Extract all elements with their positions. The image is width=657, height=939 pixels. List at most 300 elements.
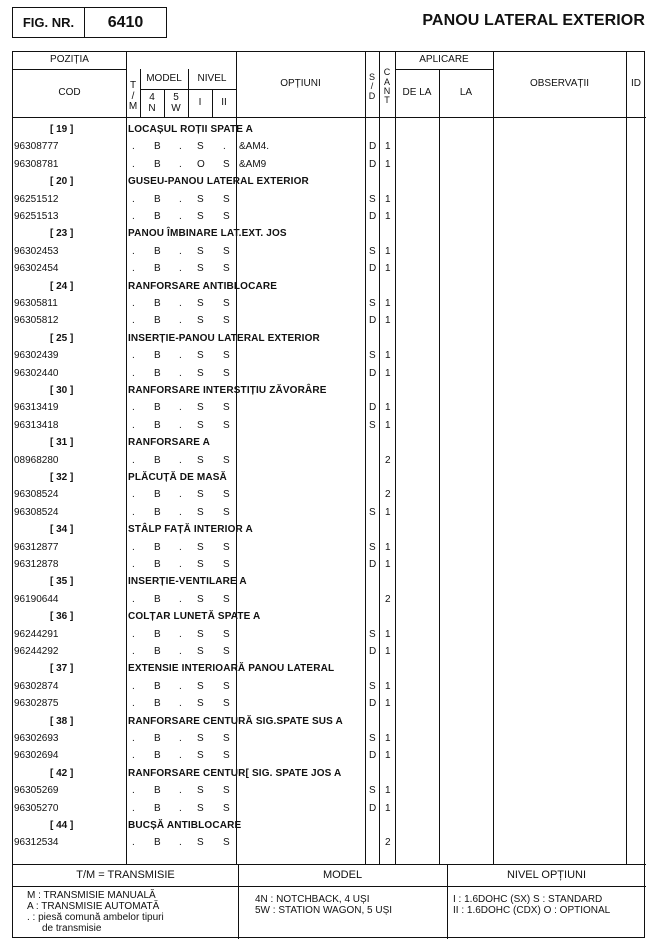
part-group-title: GUSEU-PANOU LATERAL EXTERIOR [128,176,309,188]
part-group-title: RANFORSARE ANTIBLOCARE [128,280,278,292]
quantity: 1 [385,541,391,553]
part-code: 96190644 [14,593,59,605]
table-row [13,156,646,173]
quantity: 1 [385,263,391,275]
model-4n-mark: B [154,141,161,153]
part-code: 96305811 [14,298,58,309]
table-row [13,260,646,277]
model-4n-mark: B [154,628,161,640]
col-aplicare: APLICARE [419,54,469,66]
model-4n-mark: B [154,506,161,518]
quantity: 2 [385,489,391,501]
group-header-row [13,521,646,538]
col-model-5w: 5 W [171,92,181,114]
nivel-i-mark: S [197,733,204,744]
position-number: [ 31 ] [50,437,74,449]
table-row [13,399,646,416]
table-row [13,678,646,695]
nivel-i-mark: S [197,367,204,379]
table-row [13,486,646,503]
table-row [13,191,646,208]
part-code: 96305269 [14,785,59,797]
option-code: &AM4. [239,141,270,153]
figure-number: 6410 [107,13,144,31]
nivel-ii-mark: S [223,298,230,309]
table-row [13,417,646,434]
table-row [13,782,646,799]
nivel-ii-mark: S [223,419,230,431]
table-row [13,539,646,556]
quantity: 1 [385,211,391,222]
part-code: 96302440 [14,367,59,379]
part-group-title: EXTENSIE INTERIOARĂ PANOU LATERAL [128,663,335,675]
transmission-mark: . [132,698,135,710]
side-mark: S [369,245,376,257]
nivel-i-mark: S [197,350,204,362]
model-4n-mark: B [154,402,161,414]
nivel-i-mark: S [197,141,204,153]
col-tm: T / M [128,80,138,113]
transmission-mark: . [132,158,135,170]
model-4n-mark: B [154,680,161,692]
transmission-mark: . [132,367,135,379]
nivel-ii-mark: S [223,211,230,222]
side-mark: D [369,263,377,275]
col-nivel-i: I [198,97,202,109]
transmission-mark: . [132,211,135,222]
parts-table [12,51,645,938]
nivel-i-mark: S [197,750,204,762]
nivel-i-mark: S [197,628,204,640]
model-5w-mark: . [179,245,182,257]
nivel-ii-mark: S [223,698,230,710]
quantity: 1 [385,628,391,640]
side-mark: D [369,698,377,710]
nivel-ii-mark: S [223,158,230,170]
side-mark: S [369,541,376,553]
transmission-mark: . [132,454,135,466]
transmission-mark: . [132,559,135,570]
model-5w-mark: . [179,733,182,744]
transmission-mark: . [132,785,135,797]
transmission-mark: . [132,350,135,362]
nivel-i-mark: S [197,315,204,327]
model-5w-mark: . [179,350,182,362]
model-5w-mark: . [179,158,182,170]
model-5w-mark: . [179,367,182,379]
col-cant: C A N T [383,67,391,106]
model-4n-mark: B [154,298,161,309]
nivel-ii-mark: S [223,646,230,657]
side-mark: D [369,158,377,170]
part-group-title: PANOU ÎMBINARE LAT.EXT. JOS [128,228,287,240]
quantity: 1 [385,141,391,153]
group-header-row [13,225,646,242]
col-line [140,69,141,117]
transmission-mark: . [132,541,135,553]
aplicare-divider [395,69,493,70]
position-number: [ 23 ] [50,228,74,240]
table-row [13,295,646,312]
transmission-mark: . [132,298,135,309]
part-code: 96244292 [14,646,59,657]
model-5w-mark: . [179,315,182,327]
table-row [13,243,646,260]
col-nivel: NIVEL [197,72,227,84]
part-group-title: COLȚAR LUNETĂ SPATE A [128,611,261,623]
part-code: 96312877 [14,541,59,553]
legend-tm-line: M : TRANSMISIE MANUALĂ [27,890,156,901]
quantity: 1 [385,506,391,518]
table-row [13,626,646,643]
footer-title-divider [13,886,646,887]
quantity: 1 [385,367,391,379]
group-header-row [13,382,646,399]
part-code: 96302439 [14,350,59,362]
col-line [212,89,213,117]
nivel-ii-mark: S [223,263,230,275]
model-5w-mark: . [179,454,182,466]
col-cod: COD [58,86,81,98]
quantity: 1 [385,698,391,710]
model-4n-mark: B [154,593,161,605]
group-header-row [13,469,646,486]
nivel-i-mark: S [197,802,204,814]
quantity: 1 [385,680,391,692]
transmission-mark: . [132,593,135,605]
nivel-i-mark: S [197,263,204,275]
part-code: 96302693 [14,733,59,744]
quantity: 1 [385,298,391,309]
part-code: 96244291 [14,628,59,640]
col-de-la: DE LA [402,86,432,98]
part-code: 96302875 [14,698,59,710]
model-5w-mark: . [179,419,182,431]
position-number: [ 20 ] [50,176,74,188]
position-number: [ 25 ] [50,332,74,344]
nivel-i-mark: S [197,298,204,309]
position-number: [ 37 ] [50,663,74,675]
nivel-ii-mark: S [223,802,230,814]
model-5w-mark: . [179,541,182,553]
position-number: [ 44 ] [50,820,74,831]
model-4n-mark: B [154,419,161,431]
group-header-row [13,121,646,138]
transmission-mark: . [132,646,135,657]
position-number: [ 35 ] [50,576,74,588]
nivel-ii-mark: S [223,559,230,570]
nivel-i-mark: S [197,541,204,553]
quantity: 2 [385,593,391,605]
part-code: 96312878 [14,559,59,570]
nivel-ii-mark: S [223,315,230,327]
nivel-i-mark: S [197,454,204,466]
legend-model-line: 5W : STATION WAGON, 5 UȘI [255,905,393,916]
side-mark: D [369,211,377,222]
quantity: 1 [385,750,391,762]
table-row [13,452,646,469]
side-mark: S [369,298,376,309]
quantity: 1 [385,158,391,170]
transmission-mark: . [132,245,135,257]
model-5w-mark: . [179,211,182,222]
transmission-mark: . [132,837,135,849]
nivel-i-mark: O [197,158,205,170]
side-mark: S [369,350,376,362]
nivel-i-mark: S [197,559,204,570]
position-number: [ 36 ] [50,611,74,623]
pozitia-divider [13,69,126,70]
group-header-row [13,330,646,347]
group-header-row [13,765,646,782]
table-row [13,365,646,382]
side-mark: S [369,680,376,692]
side-mark: D [369,367,377,379]
quantity: 1 [385,646,391,657]
model-4n-mark: B [154,733,161,744]
nivel-i-mark: S [197,646,204,657]
part-code: 96305812 [14,315,59,327]
nivel-i-mark: S [197,419,204,431]
group-header-row [13,713,646,730]
side-mark: S [369,733,376,744]
quantity: 1 [385,785,391,797]
legend-nivel-line: II : 1.6DOHC (CDX) O : OPTIONAL [453,905,611,916]
transmission-mark: . [132,419,135,431]
part-code: 96302694 [14,750,59,762]
table-row [13,138,646,155]
nivel-ii-mark: S [223,837,230,849]
model-4n-mark: B [154,837,161,849]
transmission-mark: . [132,628,135,640]
table-row [13,504,646,521]
nivel-i-mark: S [197,593,204,605]
model-5w-mark: . [179,593,182,605]
side-mark: S [369,506,376,518]
transmission-mark: . [132,402,135,414]
model-5w-mark: . [179,837,182,849]
quantity: 2 [385,454,391,466]
model-4n-mark: B [154,367,161,379]
quantity: 1 [385,733,391,744]
model-4n-mark: B [154,698,161,710]
legend-model-title: MODEL [322,869,363,881]
nivel-ii-mark: S [223,593,230,605]
part-code: 96251513 [14,211,59,222]
nivel-ii-mark: S [223,367,230,379]
nivel-ii-mark: S [223,785,230,797]
legend-tm-title: T/M = TRANSMISIE [76,869,175,881]
model-5w-mark: . [179,298,182,309]
model-4n-mark: B [154,541,161,553]
model-5w-mark: . [179,559,182,570]
nivel-i-mark: S [197,837,204,849]
model-4n-mark: B [154,750,161,762]
part-group-title: RANFORSARE A [128,437,210,449]
model-5w-mark: . [179,141,182,153]
nivel-ii-mark: S [223,489,230,501]
quantity: 1 [385,245,391,257]
part-code: 96302874 [14,680,59,692]
model-4n-mark: B [154,263,161,275]
transmission-mark: . [132,680,135,692]
col-la: LA [459,86,473,98]
part-code: 96308524 [14,489,59,501]
model-5w-mark: . [179,680,182,692]
legend-model-line: 4N : NOTCHBACK, 4 UȘI [255,894,370,905]
model-4n-mark: B [154,646,161,657]
position-number: [ 30 ] [50,385,74,396]
col-sd: S / D [368,71,376,101]
nivel-i-mark: S [197,680,204,692]
col-optiuni: OPȚIUNI [280,78,321,90]
nivel-ii-mark: S [223,680,230,692]
model-5w-mark: . [179,506,182,518]
col-model: MODEL [146,72,182,84]
transmission-mark: . [132,733,135,744]
col-line [188,69,189,117]
model-4n-mark: B [154,802,161,814]
part-group-title: INSERȚIE-PANOU LATERAL EXTERIOR [128,332,320,344]
side-mark: S [369,628,376,640]
group-header-row [13,573,646,590]
quantity: 1 [385,315,391,327]
transmission-mark: . [132,141,135,153]
nivel-ii-mark: . [223,141,226,153]
model-5w-mark: . [179,802,182,814]
figure-number-box [12,7,167,38]
side-mark: D [369,802,377,814]
side-mark: D [369,750,377,762]
part-code: 96312534 [14,837,59,849]
group-header-row [13,817,646,834]
table-row [13,556,646,573]
figure-label: FIG. NR. [13,8,85,37]
group-header-row [13,173,646,190]
transmission-mark: . [132,263,135,275]
part-code: 96308524 [14,506,59,518]
part-group-title: PLĂCUȚĂ DE MASĂ [128,472,227,483]
group-header-row [13,660,646,677]
model-5w-mark: . [179,646,182,657]
table-row [13,312,646,329]
model-4n-mark: B [154,315,161,327]
table-row [13,643,646,660]
part-group-title: INSERȚIE-VENTILARE A [128,576,247,588]
col-observatii: OBSERVAȚII [529,78,590,90]
nivel-i-mark: S [197,211,204,222]
quantity: 2 [385,837,391,849]
model-4n-mark: B [154,193,161,205]
model-4n-mark: B [154,211,161,222]
part-code: 96305270 [14,802,59,814]
quantity: 1 [385,402,391,414]
side-mark: D [369,646,377,657]
nivel-ii-mark: S [223,541,230,553]
quantity: 1 [385,350,391,362]
table-row [13,800,646,817]
table-row [13,747,646,764]
nivel-ii-mark: S [223,506,230,518]
col-pozitia: POZIȚIA [50,54,89,66]
group-header-row [13,278,646,295]
table-row [13,347,646,364]
model-4n-mark: B [154,350,161,362]
position-number: [ 42 ] [50,767,74,779]
position-number: [ 38 ] [50,715,74,727]
nivel-ii-mark: S [223,454,230,466]
side-mark: D [369,315,377,327]
quantity: 1 [385,559,391,570]
nivel-i-mark: S [197,698,204,710]
part-code: 08968280 [14,454,59,466]
part-group-title: RANFORSARE CENTURĂ SIG.SPATE SUS A [128,715,343,727]
part-group-title: LOCAȘUL ROȚII SPATE A [128,124,254,135]
model-5w-mark: . [179,785,182,797]
model-4n-mark: B [154,245,161,257]
nivel-i-mark: S [197,193,204,205]
nivel-ii-mark: S [223,245,230,257]
side-mark: D [369,402,377,414]
group-header-row [13,608,646,625]
model-5w-mark: . [179,698,182,710]
model-5w-mark: . [179,402,182,414]
model-4n-mark: B [154,559,161,570]
table-row [13,208,646,225]
transmission-mark: . [132,750,135,762]
side-mark: S [369,193,376,205]
position-number: [ 32 ] [50,472,74,483]
part-group-title: RANFORSARE INTERSTIȚIU ZĂVORÂRE [128,385,327,396]
transmission-mark: . [132,315,135,327]
table-row [13,591,646,608]
position-number: [ 34 ] [50,524,74,536]
side-mark: D [369,141,377,153]
header-divider [13,117,646,118]
nivel-ii-mark: S [223,193,230,205]
legend-tm-line: A : TRANSMISIE AUTOMATĂ [27,901,160,912]
table-row [13,695,646,712]
group-header-row [13,434,646,451]
model-4n-mark: B [154,158,161,170]
position-number: [ 24 ] [50,280,74,292]
part-group-title: RANFORSARE CENTUR[ SIG. SPATE JOS A [128,767,342,779]
page-title: PANOU LATERAL EXTERIOR [422,12,645,29]
col-line [164,89,165,117]
nivel-i-mark: S [197,402,204,414]
nivel-ii-mark: S [223,733,230,744]
part-group-title: STÂLP FAȚĂ INTERIOR A [128,524,253,536]
transmission-mark: . [132,489,135,501]
part-code: 96308781 [14,158,59,170]
part-code: 96308777 [14,141,59,153]
position-number: [ 19 ] [50,124,74,135]
table-row [13,730,646,747]
model-5w-mark: . [179,193,182,205]
nivel-ii-mark: S [223,350,230,362]
part-group-title: BUCȘĂ ANTIBLOCARE [128,820,242,831]
model-5w-mark: . [179,489,182,501]
col-id: ID [631,78,641,90]
part-code: 96302454 [14,263,59,275]
legend-nivel-line: I : 1.6DOHC (SX) S : STANDARD [453,894,603,905]
quantity: 1 [385,802,391,814]
transmission-mark: . [132,193,135,205]
model-5w-mark: . [179,263,182,275]
col-model-4n: 4 N [148,92,156,114]
model-4n-mark: B [154,454,161,466]
transmission-mark: . [132,802,135,814]
